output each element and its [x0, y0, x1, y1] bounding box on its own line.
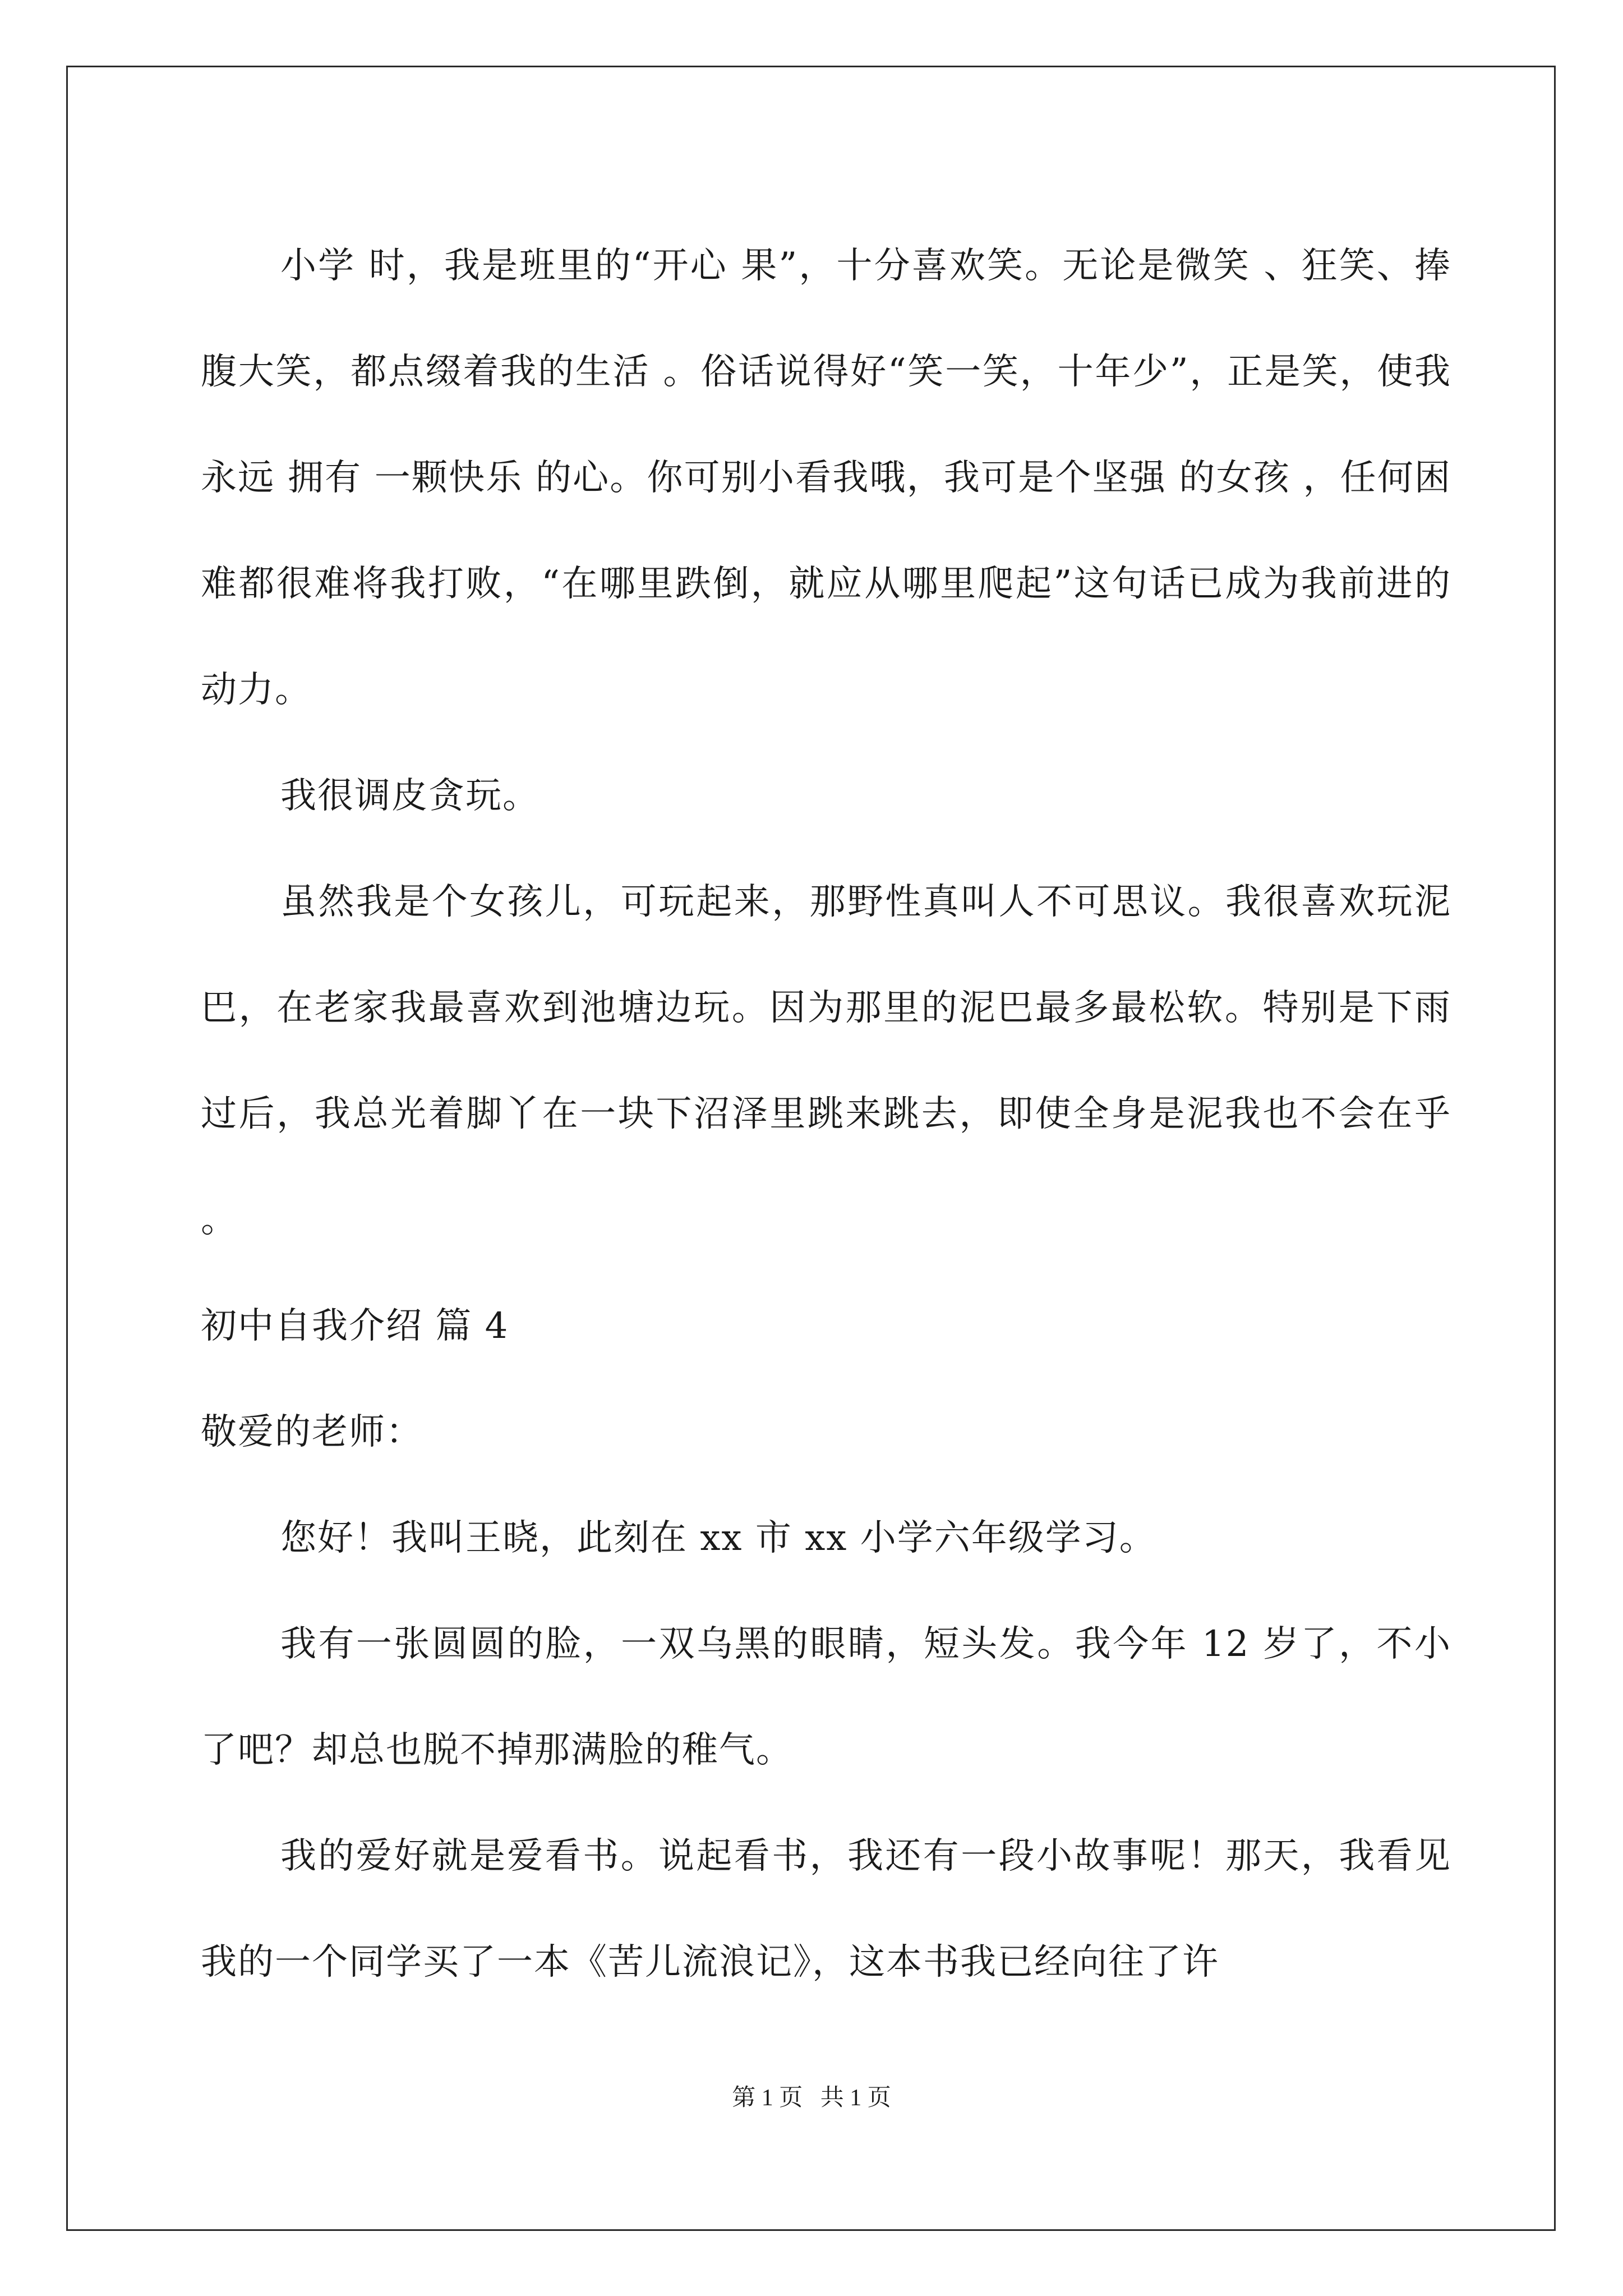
- paragraph-hobby: 我的爱好就是爱看书。说起看书，我还有一段小故事呢！那天，我看见我的一个同学买了一本《苦儿流浪记》，这本书我已经向往了许: [201, 1835, 1451, 1983]
- paragraph-mud: 虽然我是个女孩儿，可玩起来，那野性真叫人不可思议。我很喜欢玩泥巴，在老家我最喜欢到池塘边玩。因为那里的泥巴最多最松软。特别是下雨过后，我总光着脚丫在一块下沼泽里跳来跳去，即使全身是泥我也不会在乎 。: [201, 881, 1451, 1241]
- paragraph-playful: 我很调皮贪玩。: [280, 775, 540, 817]
- page-number: 第 1 页: [732, 2085, 803, 2111]
- page-total: 共 1 页: [820, 2085, 891, 2111]
- section-heading: 初中自我介绍 篇 4: [201, 1305, 509, 1347]
- document-body: [201, 213, 1451, 2016]
- page-footer: [0, 2081, 1623, 2115]
- paragraph-intro: 小学 时，我是班里的“开心 果”，十分喜欢笑。无论是微笑 、狂笑、捧腹大笑，都点缀着我的生活 。俗话说得好“笑一笑，十年少”，正是笑，使我永远 拥有 一颗快乐 的心。你可别小看我哦，我可是个坚强 的女孩 ，任何困难都很难将我打败，“在哪里跌倒，就应从哪里爬起”这句话已成为我前进的动力。: [201, 245, 1451, 711]
- salutation: 敬爱的老师：: [201, 1411, 423, 1453]
- paragraph-appearance: 我有一张圆圆的脸，一双乌黑的眼睛，短头发。我今年 12 岁了，不小了吧？却总也脱不掉那满脸的稚气。: [201, 1623, 1451, 1771]
- paragraph-greeting: 您好！我叫王晓，此刻在 xx 市 xx 小学六年级学习。: [280, 1517, 1156, 1559]
